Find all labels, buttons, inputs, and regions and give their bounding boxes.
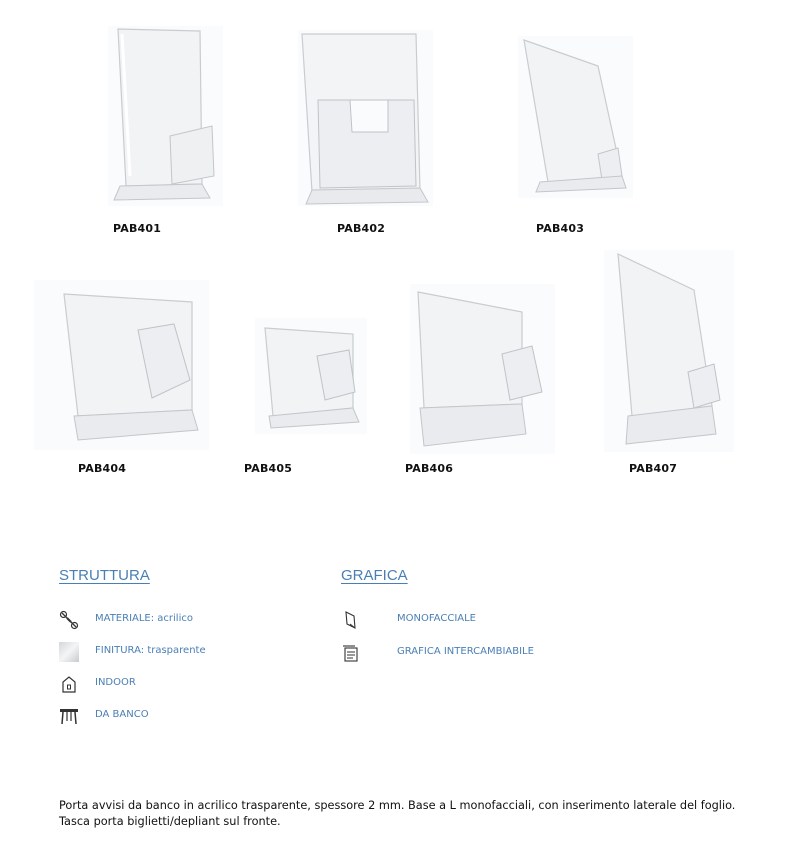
attribute-label: GRAFICA INTERCAMBIABILE	[397, 646, 534, 657]
attribute-interchangeable	[341, 643, 534, 663]
product-image-pab405	[255, 318, 367, 434]
product-image-pab407	[604, 250, 734, 452]
product-image-pab404	[34, 280, 209, 450]
product-code: PAB403	[536, 222, 585, 235]
attribute-label: FINITURA: trasparente	[95, 645, 206, 656]
product-code: PAB406	[405, 462, 454, 475]
table-icon	[59, 706, 79, 726]
product-code: PAB404	[78, 462, 127, 475]
attribute-single-sided	[341, 610, 476, 630]
finish-swatch-icon	[59, 642, 79, 662]
single-sheet-icon	[341, 610, 361, 630]
stacked-sheets-icon	[341, 643, 361, 663]
product-image-pab406	[410, 284, 555, 454]
product-code: PAB401	[113, 222, 162, 235]
product-code: PAB402	[337, 222, 386, 235]
struttura-heading: STRUTTURA	[59, 567, 150, 584]
product-image-pab403	[518, 36, 633, 198]
attribute-material	[59, 610, 193, 630]
product-description: Porta avvisi da banco in acrilico trasparente, spessore 2 mm. Base a L monofacciali, con inserimento laterale del foglio. Tasca porta biglietti/depliant sul fronte.	[59, 799, 736, 828]
attribute-label: MONOFACCIALE	[397, 613, 476, 624]
product-code: PAB405	[244, 462, 293, 475]
attribute-label: MATERIALE: acrilico	[95, 613, 193, 624]
attribute-label: DA BANCO	[95, 709, 149, 720]
attribute-indoor	[59, 674, 136, 694]
attribute-label: INDOOR	[95, 677, 136, 688]
attribute-countertop	[59, 706, 149, 726]
wrench-icon	[59, 610, 79, 630]
grafica-heading: GRAFICA	[341, 567, 408, 584]
product-image-pab402	[298, 30, 433, 206]
attribute-finish	[59, 642, 206, 662]
product-image-pab401	[108, 26, 223, 206]
house-icon	[59, 674, 79, 694]
product-code: PAB407	[629, 462, 678, 475]
